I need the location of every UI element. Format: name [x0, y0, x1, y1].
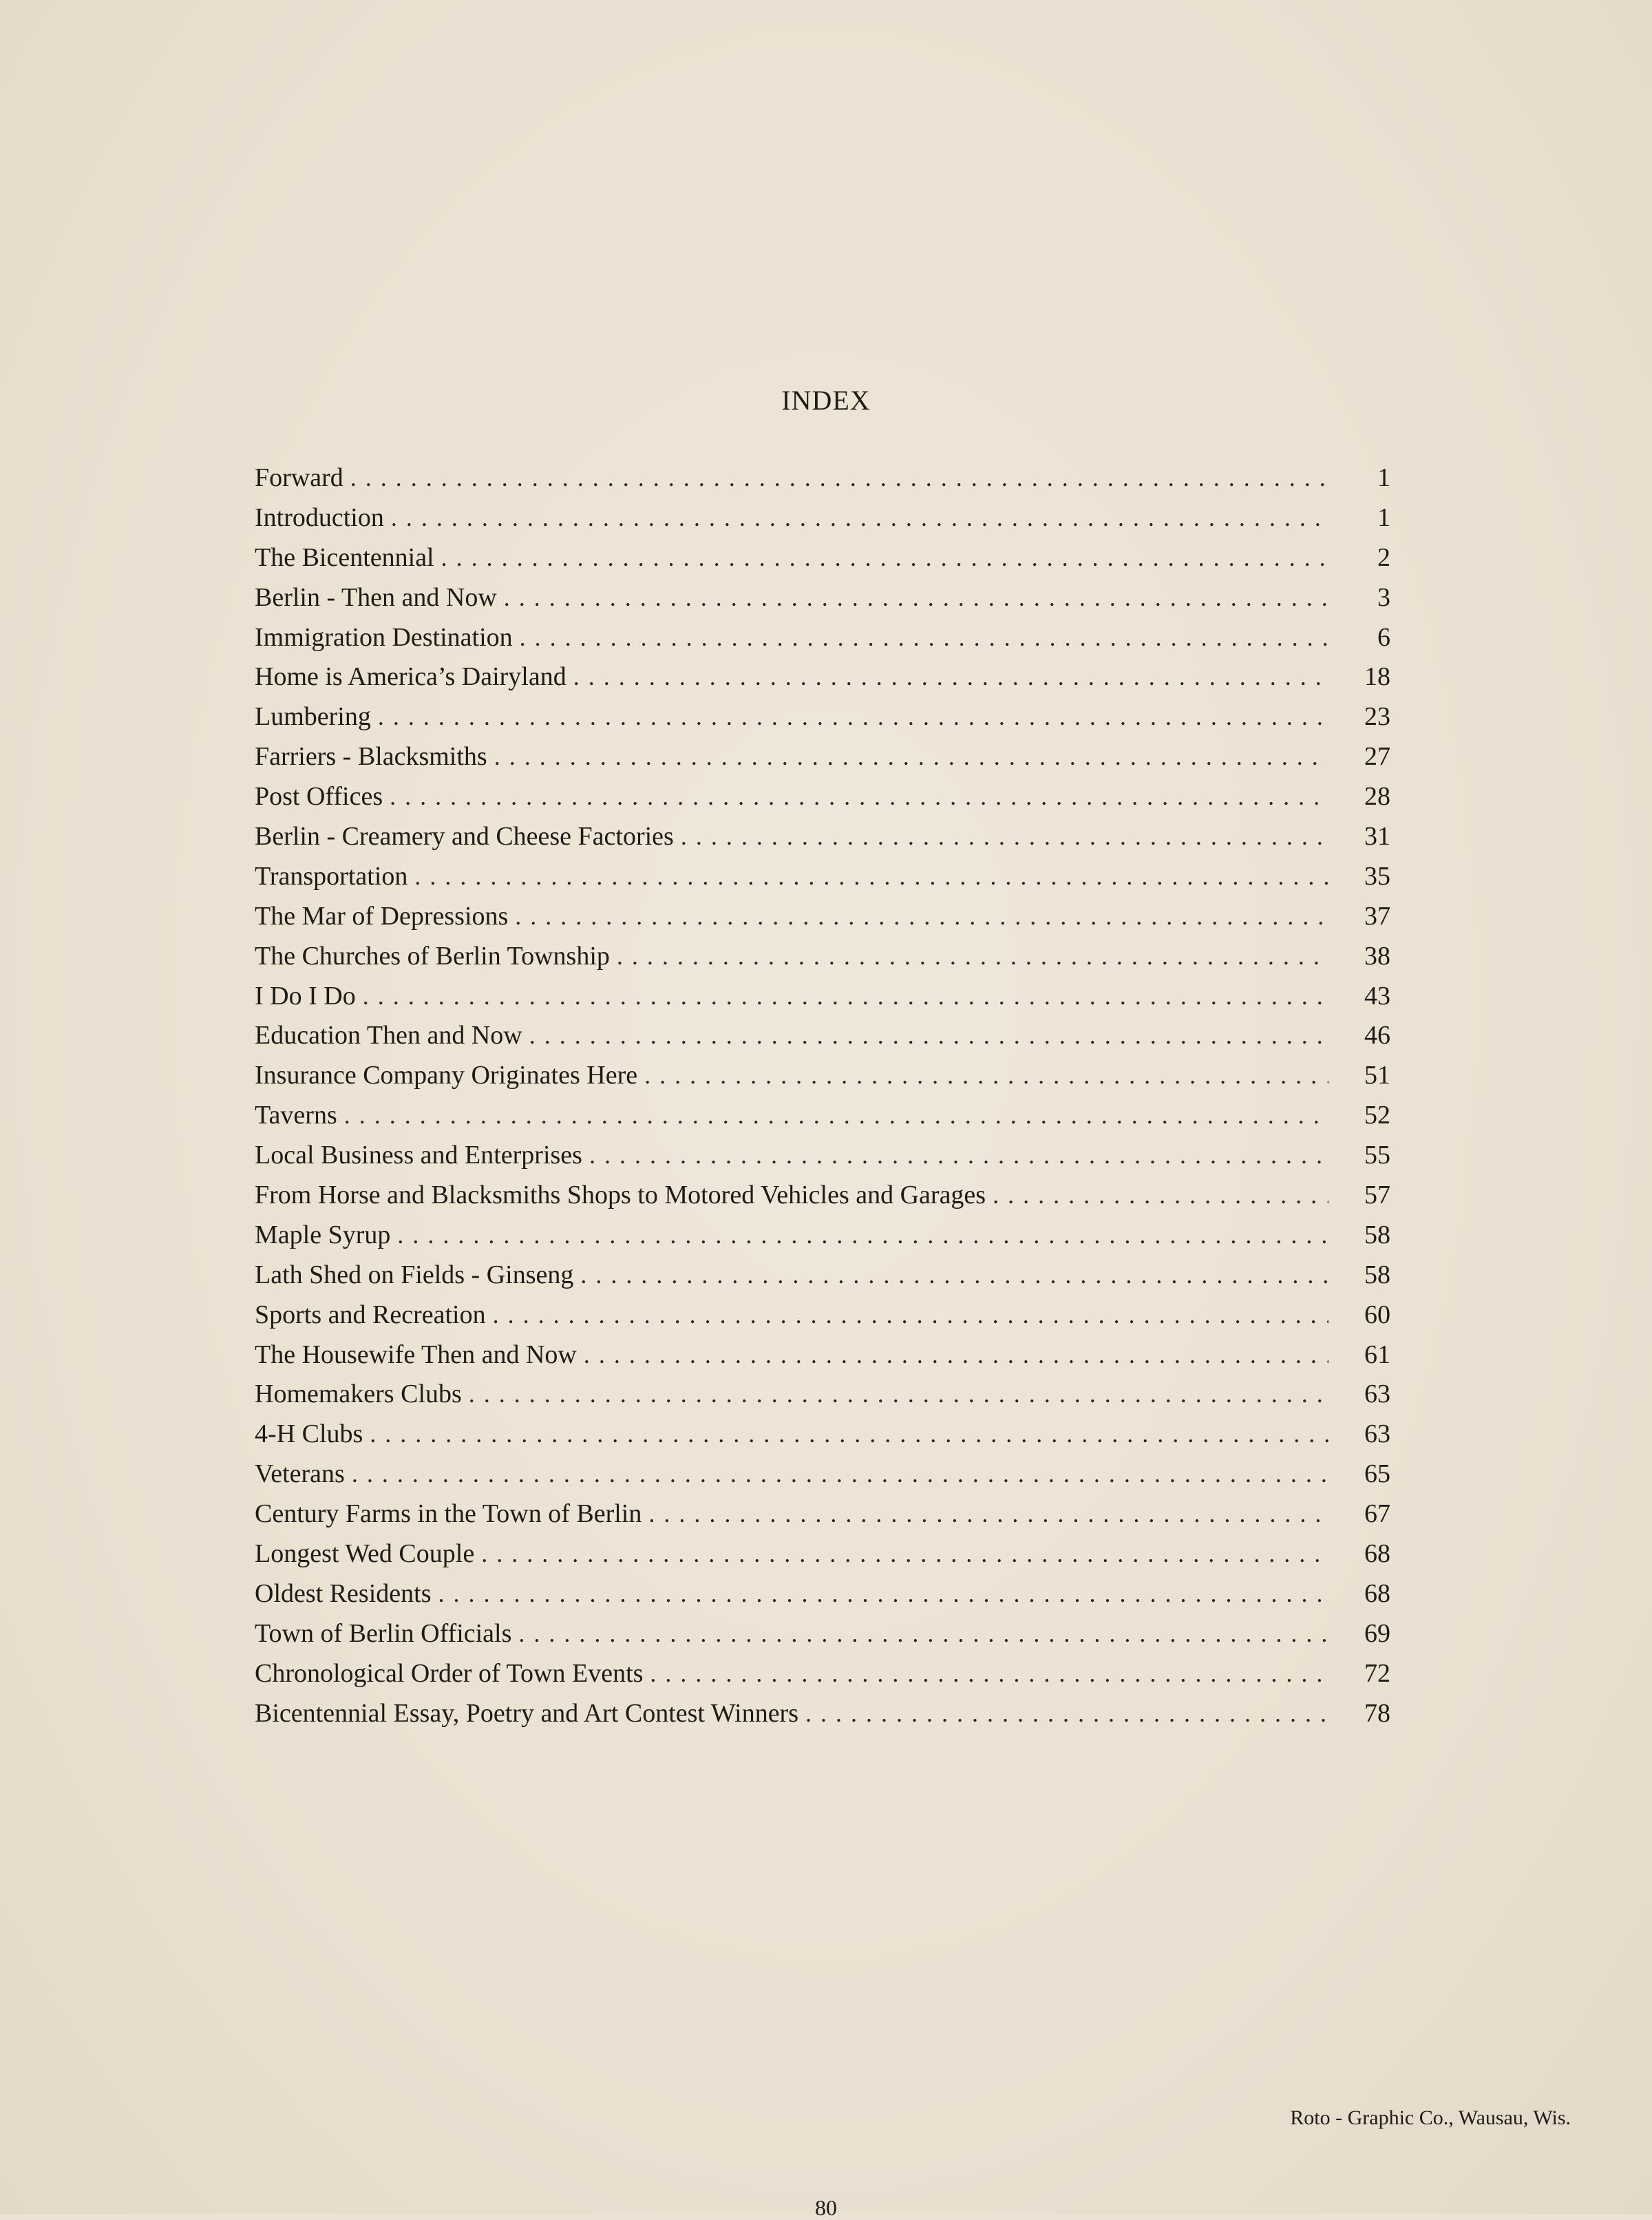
toc-entry-page: 3	[1377, 582, 1390, 612]
toc-entry	[255, 977, 1390, 1017]
toc-entry-page: 37	[1364, 901, 1390, 931]
toc-entry-page: 52	[1364, 1101, 1390, 1130]
toc-entry	[255, 1614, 1390, 1654]
toc-entry-page: 65	[1364, 1459, 1390, 1489]
toc-entry	[255, 1694, 1390, 1734]
toc-entry	[255, 697, 1390, 737]
toc-entry-page: 2	[1377, 542, 1390, 572]
toc-entry	[255, 1056, 1390, 1096]
dot-leader	[504, 578, 1328, 618]
toc-entry-title: Century Farms in the Town of Berlin	[255, 1499, 642, 1529]
toc-entry	[255, 1016, 1390, 1056]
toc-entry-page: 6	[1377, 622, 1390, 652]
toc-entry-page: 57	[1364, 1181, 1390, 1210]
toc-entry	[255, 1335, 1390, 1375]
toc-entry-title: Forward	[255, 463, 343, 492]
toc-entry	[255, 1534, 1390, 1574]
dot-leader	[352, 1455, 1328, 1494]
toc-entry-title: Homemakers Clubs	[255, 1379, 462, 1409]
toc-entry	[255, 817, 1390, 857]
toc-entry-title: The Mar of Depressions	[255, 901, 509, 931]
dot-leader	[584, 1335, 1328, 1375]
toc-entry-title: Taverns	[255, 1101, 337, 1130]
dot-leader	[650, 1654, 1328, 1694]
toc-entry-page: 68	[1364, 1539, 1390, 1569]
dot-leader	[363, 977, 1328, 1017]
index-heading: INDEX	[781, 385, 871, 416]
dot-leader	[573, 657, 1328, 697]
page-number: 80	[815, 2195, 837, 2220]
toc-entry-page: 68	[1364, 1578, 1390, 1608]
toc-entry	[255, 498, 1390, 538]
toc-entry-page: 78	[1364, 1698, 1390, 1728]
dot-leader	[397, 1216, 1328, 1256]
toc-entry	[255, 578, 1390, 618]
dot-leader	[589, 1136, 1328, 1176]
toc-entry-title: Local Business and Enterprises	[255, 1141, 582, 1170]
dot-leader	[580, 1256, 1328, 1296]
dot-leader	[494, 737, 1328, 777]
dot-leader	[520, 618, 1328, 658]
dot-leader	[441, 538, 1328, 578]
toc-entry-title: Chronological Order of Town Events	[255, 1658, 644, 1688]
toc-entry	[255, 1574, 1390, 1614]
dot-leader	[390, 777, 1328, 817]
toc-entry	[255, 538, 1390, 578]
toc-entry-title: The Bicentennial	[255, 542, 434, 572]
toc-entry-page: 51	[1364, 1061, 1390, 1090]
toc-entry-title: Immigration Destination	[255, 622, 513, 652]
dot-leader	[993, 1176, 1328, 1216]
toc-entry-title: Sports and Recreation	[255, 1300, 486, 1329]
toc-entry-title: Longest Wed Couple	[255, 1539, 475, 1569]
toc-entry-page: 27	[1364, 742, 1390, 772]
dot-leader	[681, 817, 1328, 857]
toc-entry-title: Lumbering	[255, 702, 371, 732]
dot-leader	[493, 1296, 1328, 1335]
toc-entry-page: 60	[1364, 1300, 1390, 1329]
dot-leader	[805, 1694, 1328, 1734]
table-of-contents	[255, 458, 1390, 1734]
dot-leader	[469, 1375, 1328, 1415]
toc-entry-page: 63	[1364, 1419, 1390, 1449]
toc-entry-title: Berlin - Then and Now	[255, 582, 497, 612]
toc-entry-title: Lath Shed on Fields - Ginseng	[255, 1260, 574, 1289]
toc-entry	[255, 1256, 1390, 1296]
toc-entry-page: 35	[1364, 861, 1390, 891]
toc-entry-title: Insurance Company Originates Here	[255, 1061, 638, 1090]
dot-leader	[350, 458, 1328, 498]
dot-leader	[518, 1614, 1328, 1654]
toc-entry	[255, 657, 1390, 697]
dot-leader	[391, 498, 1328, 538]
toc-entry	[255, 1455, 1390, 1494]
toc-entry-title: Town of Berlin Officials	[255, 1618, 512, 1648]
toc-entry-title: Transportation	[255, 861, 408, 891]
toc-entry-title: Berlin - Creamery and Cheese Factories	[255, 822, 674, 852]
toc-entry	[255, 857, 1390, 897]
toc-entry	[255, 1375, 1390, 1415]
toc-entry-page: 67	[1364, 1499, 1390, 1529]
dot-leader	[644, 1056, 1328, 1096]
toc-entry	[255, 1096, 1390, 1136]
toc-entry-page: 1	[1377, 503, 1390, 532]
dot-leader	[370, 1415, 1328, 1455]
toc-entry	[255, 1176, 1390, 1216]
dot-leader	[414, 857, 1328, 897]
toc-entry	[255, 1296, 1390, 1335]
toc-entry-title: From Horse and Blacksmiths Shops to Motored Vehicles and Garages	[255, 1181, 986, 1210]
dot-leader	[515, 897, 1328, 937]
toc-entry-page: 31	[1364, 822, 1390, 852]
printer-credit: Roto - Graphic Co., Wausau, Wis.	[1290, 2106, 1571, 2129]
dot-leader	[438, 1574, 1328, 1614]
toc-entry-title: Maple Syrup	[255, 1220, 391, 1249]
toc-entry-page: 18	[1364, 662, 1390, 692]
dot-leader	[481, 1534, 1328, 1574]
toc-entry-title: Veterans	[255, 1459, 345, 1489]
toc-entry	[255, 1494, 1390, 1534]
toc-entry	[255, 897, 1390, 937]
toc-entry	[255, 1654, 1390, 1694]
dot-leader	[617, 937, 1328, 977]
toc-entry	[255, 458, 1390, 498]
toc-entry-page: 1	[1377, 463, 1390, 492]
toc-entry	[255, 737, 1390, 777]
toc-entry	[255, 618, 1390, 658]
toc-entry-title: Introduction	[255, 503, 384, 532]
toc-entry-title: Bicentennial Essay, Poetry and Art Contest Winners	[255, 1698, 799, 1728]
toc-entry-page: 38	[1364, 941, 1390, 971]
toc-entry-page: 63	[1364, 1379, 1390, 1409]
toc-entry-page: 58	[1364, 1220, 1390, 1249]
dot-leader	[378, 697, 1328, 737]
toc-entry	[255, 1415, 1390, 1455]
toc-entry-page: 58	[1364, 1260, 1390, 1289]
toc-entry-page: 43	[1364, 981, 1390, 1011]
toc-entry-title: Education Then and Now	[255, 1021, 522, 1050]
toc-entry-title: The Housewife Then and Now	[255, 1340, 577, 1369]
toc-entry	[255, 1216, 1390, 1256]
toc-entry-page: 72	[1364, 1658, 1390, 1688]
dot-leader	[529, 1016, 1328, 1056]
toc-entry-title: 4-H Clubs	[255, 1419, 363, 1449]
toc-entry-title: I Do I Do	[255, 981, 356, 1011]
toc-entry-page: 46	[1364, 1021, 1390, 1050]
toc-entry-page: 61	[1364, 1340, 1390, 1369]
toc-entry-page: 28	[1364, 782, 1390, 812]
toc-entry-page: 55	[1364, 1141, 1390, 1170]
dot-leader	[344, 1096, 1328, 1136]
toc-entry-title: Farriers - Blacksmiths	[255, 742, 487, 772]
toc-entry	[255, 1136, 1390, 1176]
toc-entry	[255, 937, 1390, 977]
toc-entry-title: The Churches of Berlin Township	[255, 941, 610, 971]
toc-entry-page: 23	[1364, 702, 1390, 732]
toc-entry-title: Oldest Residents	[255, 1578, 432, 1608]
toc-entry-title: Post Offices	[255, 782, 383, 812]
dot-leader	[648, 1494, 1328, 1534]
toc-entry	[255, 777, 1390, 817]
toc-entry-page: 69	[1364, 1618, 1390, 1648]
toc-entry-title: Home is America’s Dairyland	[255, 662, 566, 692]
